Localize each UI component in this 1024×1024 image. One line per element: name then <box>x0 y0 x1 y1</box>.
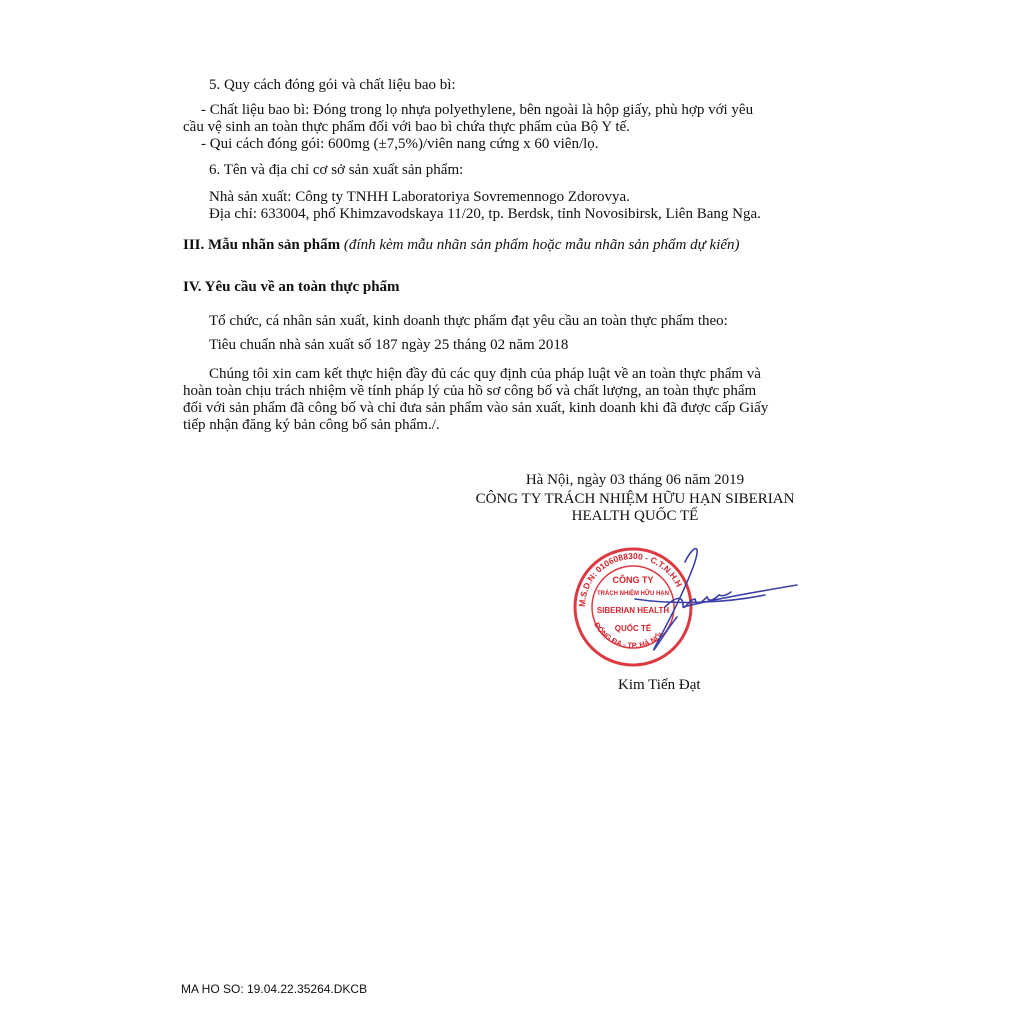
company-name-line2: HEALTH QUỐC TẾ <box>571 508 699 524</box>
company-name-line1: CÔNG TY TRÁCH NHIỆM HỮU HẠN SIBERIAN <box>475 491 795 507</box>
stamp-seal <box>575 549 691 665</box>
stamp-ring-text: M.S.D.N: 0106088300 - C.T.N.H.H <box>576 550 685 608</box>
section5-title: 5. Quy cách đóng gói và chất liệu bao bì: <box>209 77 456 93</box>
packaging-material-line1: - Chất liệu bao bì: Đóng trong lọ nhựa polyethylene, bên ngoài là hộp giấy, phù hợp với yêu <box>201 102 754 118</box>
safety-standard-line: Tiêu chuẩn nhà sản xuất số 187 ngày 25 tháng 02 năm 2018 <box>209 337 569 353</box>
signer-name: Kim Tiến Đạt <box>618 677 701 693</box>
record-code: MA HO SO: 19.04.22.35264.DKCB <box>181 982 368 996</box>
company-stamp-and-signature <box>565 537 800 672</box>
section6-title: 6. Tên và địa chỉ cơ sở sản xuất sản phẩm: <box>209 162 464 178</box>
stamp-inner-line3: SIBERIAN HEALTH <box>596 606 670 615</box>
manufacturer-name: Nhà sản xuất: Công ty TNHH Laboratoriya Sovremennogo Zdorovya. <box>209 189 630 205</box>
stamp-inner-line1: CÔNG TY <box>612 575 654 585</box>
stamp-inner-line4: QUỐC TẾ <box>614 624 652 633</box>
safety-requirement-line1: Tổ chức, cá nhân sản xuất, kinh doanh thực phẩm đạt yêu cầu an toàn thực phẩm theo: <box>209 313 728 329</box>
stamp-inner-line2: TRÁCH NHIỆM HỮU HẠN <box>597 591 669 597</box>
commitment-line4: tiếp nhận đăng ký bản công bố sản phẩm./. <box>183 417 440 433</box>
signature-date: Hà Nội, ngày 03 tháng 06 năm 2019 <box>525 472 745 488</box>
packing-spec: - Qui cách đóng gói: 600mg (±7,5%)/viên nang cứng x 60 viên/lọ. <box>201 136 599 152</box>
commitment-line1: Chúng tôi xin cam kết thực hiện đầy đủ các quy định của pháp luật về an toàn thực phẩm và <box>209 366 761 382</box>
manufacturer-address: Địa chỉ: 633004, phố Khimzavodskaya 11/20, tp. Berdsk, tỉnh Novosibirsk, Liên Bang Nga. <box>209 206 761 222</box>
commitment-line3: đối với sản phẩm đã công bố và chỉ đưa sản phẩm vào sản xuất, kinh doanh khi đã được cấp Giấy <box>183 400 769 416</box>
section3-title: III. Mẫu nhãn sản phẩm <box>183 237 341 253</box>
section3-note: (đính kèm mẫu nhãn sản phẩm hoặc mẫu nhãn sản phẩm dự kiến) <box>343 237 740 253</box>
section4-title: IV. Yêu cầu về an toàn thực phẩm <box>183 279 400 295</box>
packaging-material-line2: cầu vệ sinh an toàn thực phẩm đối với bao bì chứa thực phẩm của Bộ Y tế. <box>183 119 630 135</box>
stamp-bottom-text: ĐỐNG ĐA - TP. HÀ NỘI <box>592 620 665 650</box>
section3-heading <box>183 237 740 254</box>
commitment-line2: hoàn toàn chịu trách nhiệm về tính pháp lý của hồ sơ công bố và chất lượng, an toàn thực phẩm <box>183 383 757 399</box>
